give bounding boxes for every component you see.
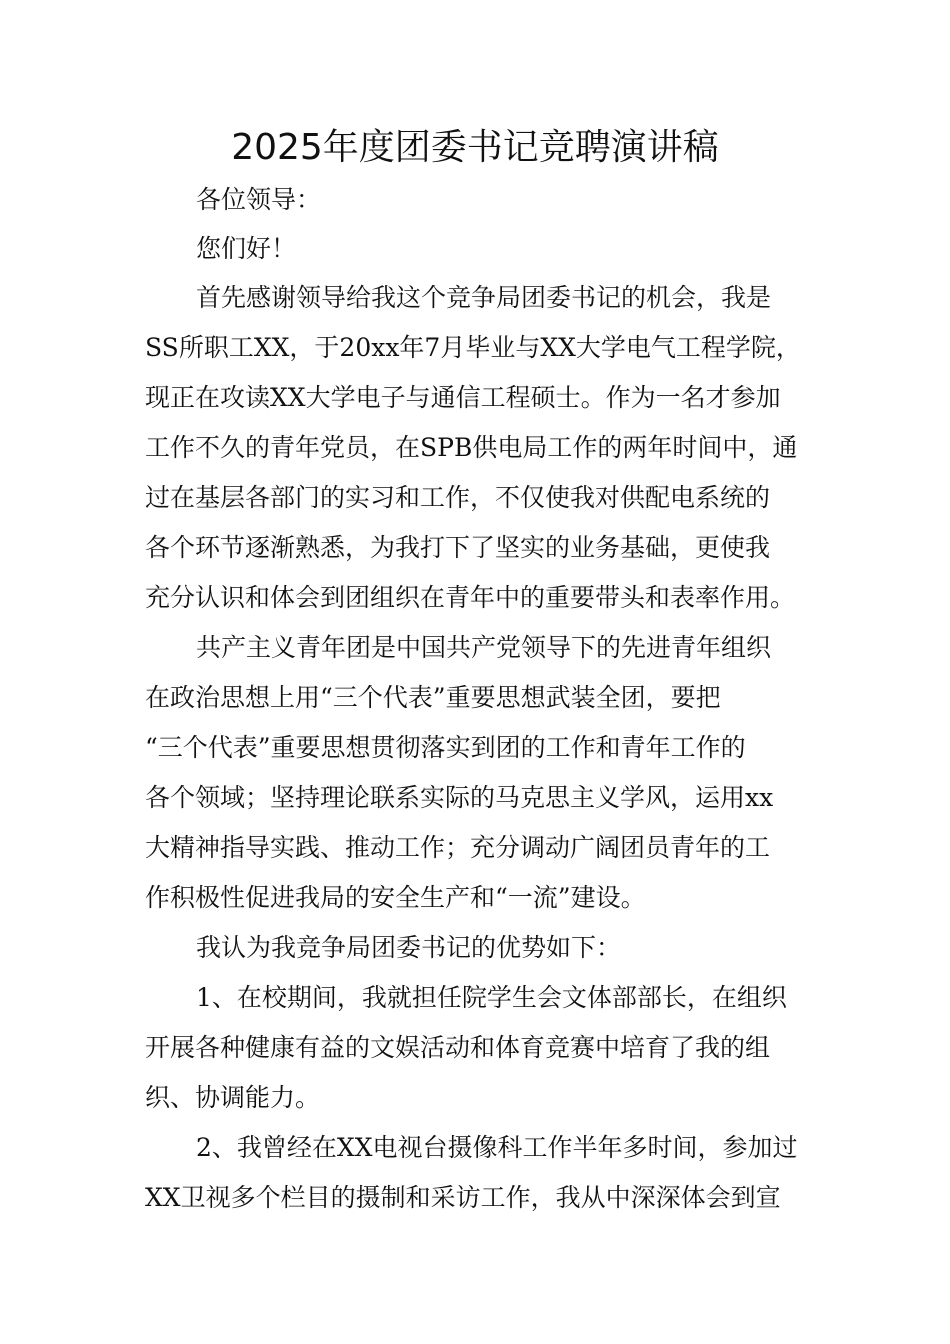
paragraph-1-line-5: 过在基层各部门的实习和工作，不仅使我对供配电系统的 — [145, 483, 771, 512]
paragraph-2-line-5: 大精神指导实践、推动工作；充分调动广阔团员青年的工 — [145, 833, 771, 862]
paragraph-2-line-3: “三个代表”重要思想贯彻落实到团的工作和青年工作的 — [145, 733, 746, 762]
paragraph-5-line-1: 2、我曾经在XX电视台摄像科工作半年多时间，参加过 — [196, 1133, 798, 1162]
paragraph-5-line-2: XX卫视多个栏目的摄制和采访工作，我从中深深体会到宣 — [145, 1183, 781, 1212]
paragraph-1-line-1: 首先感谢领导给我这个竞争局团委书记的机会，我是 — [196, 283, 772, 312]
greeting-line: 您们好！ — [196, 234, 297, 263]
paragraph-2-line-2: 在政治思想上用“三个代表”重要思想武装全团，要把 — [145, 683, 721, 712]
paragraph-1-line-6: 各个环节逐渐熟悉，为我打下了坚实的业务基础，更使我 — [145, 533, 771, 562]
paragraph-3-line-1: 我认为我竞争局团委书记的优势如下： — [196, 933, 622, 962]
paragraph-2-line-4: 各个领域；坚持理论联系实际的马克思主义学风，运用xx — [145, 783, 774, 812]
paragraph-4-line-3: 织、协调能力。 — [145, 1083, 321, 1112]
paragraph-1-line-2: SS所职工XX，于20xx年7月毕业与XX大学电气工程学院， — [145, 333, 801, 362]
salutation-line: 各位领导： — [196, 185, 322, 214]
paragraph-4-line-1: 1、在校期间，我就担任院学生会文体部部长，在组织 — [196, 983, 787, 1012]
paragraph-2-line-6: 作积极性促进我局的安全生产和“一流”建设。 — [145, 883, 646, 912]
paragraph-2-line-1: 共产主义青年团是中国共产党领导下的先进青年组织 — [196, 633, 772, 662]
paragraph-4-line-2: 开展各种健康有益的文娱活动和体育竞赛中培育了我的组 — [145, 1033, 771, 1062]
document-title: 2025年度团委书记竞聘演讲稿 — [231, 127, 719, 168]
paragraph-1-line-7: 充分认识和体会到团组织在青年中的重要带头和表率作用。 — [145, 583, 796, 612]
paragraph-1-line-4: 工作不久的青年党员，在SPB供电局工作的两年时间中，通 — [145, 433, 798, 462]
paragraph-1-line-3: 现正在攻读XX大学电子与通信工程硕士。作为一名才参加 — [145, 383, 781, 412]
